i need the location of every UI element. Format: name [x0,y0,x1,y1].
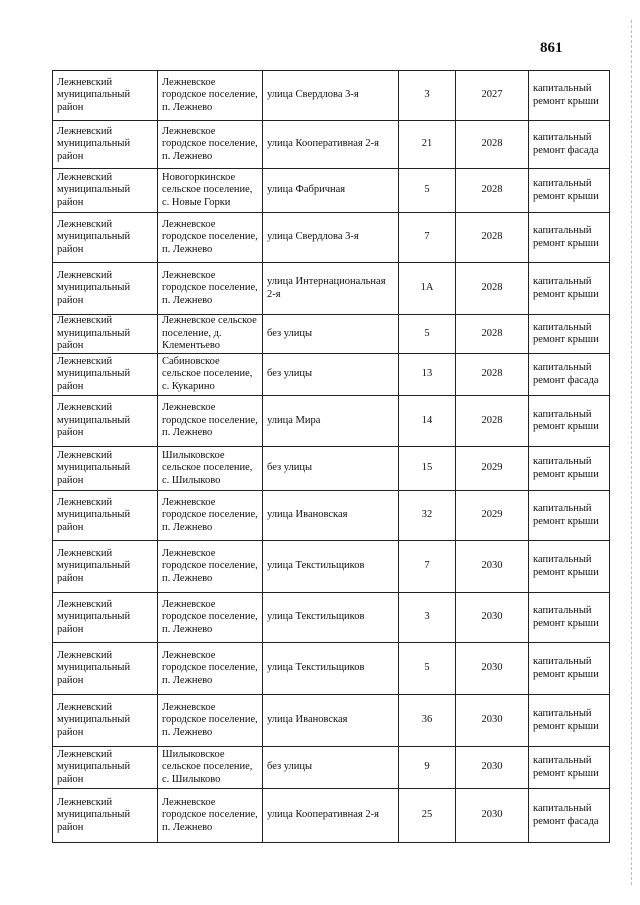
cell-street: без улицы [263,747,399,789]
cell-street: без улицы [263,315,399,354]
cell-district: Лежневский муниципальный район [53,71,158,121]
table-row [53,789,610,843]
cell-house: 13 [399,354,456,396]
table-row [53,263,610,315]
cell-street: улица Текстильщиков [263,541,399,593]
cell-settlement: Сабиновское сельское поселение, с. Кукарино [158,354,263,396]
cell-house: 21 [399,121,456,169]
cell-district: Лежневский муниципальный район [53,121,158,169]
table-row [53,695,610,747]
table-row [53,213,610,263]
cell-settlement: Лежневское городское поселение, п. Лежнево [158,71,263,121]
cell-house: 15 [399,447,456,491]
cell-work: капитальный ремонт фасада [529,789,610,843]
cell-settlement: Шилыковское сельское поселение, с. Шилыково [158,747,263,789]
cell-district: Лежневский муниципальный район [53,263,158,315]
cell-work: капитальный ремонт фасада [529,121,610,169]
cell-work: капитальный ремонт крыши [529,315,610,354]
cell-year: 2030 [456,643,529,695]
cell-district: Лежневский муниципальный район [53,213,158,263]
cell-street: улица Свердлова 3-я [263,213,399,263]
cell-year: 2029 [456,447,529,491]
cell-district: Лежневский муниципальный район [53,695,158,747]
cell-house: 3 [399,71,456,121]
cell-street: улица Кооперативная 2-я [263,789,399,843]
cell-year: 2029 [456,491,529,541]
cell-district: Лежневский муниципальный район [53,593,158,643]
cell-work: капитальный ремонт крыши [529,447,610,491]
cell-district: Лежневский муниципальный район [53,747,158,789]
cell-year: 2027 [456,71,529,121]
cell-street: без улицы [263,447,399,491]
cell-year: 2028 [456,396,529,447]
cell-house: 1А [399,263,456,315]
cell-house: 5 [399,315,456,354]
cell-work: капитальный ремонт крыши [529,213,610,263]
cell-district: Лежневский муниципальный район [53,354,158,396]
cell-house: 32 [399,491,456,541]
table-row [53,593,610,643]
cell-work: капитальный ремонт крыши [529,541,610,593]
cell-settlement: Лежневское городское поселение, п. Лежнево [158,121,263,169]
cell-district: Лежневский муниципальный район [53,447,158,491]
table-row [53,169,610,213]
table-row [53,747,610,789]
cell-street: улица Ивановская [263,491,399,541]
cell-year: 2028 [456,315,529,354]
cell-year: 2030 [456,593,529,643]
cell-work: капитальный ремонт крыши [529,71,610,121]
cell-street: улица Ивановская [263,695,399,747]
cell-work: капитальный ремонт крыши [529,491,610,541]
cell-work: капитальный ремонт фасада [529,354,610,396]
table-row [53,121,610,169]
cell-year: 2028 [456,169,529,213]
cell-street: без улицы [263,354,399,396]
cell-house: 3 [399,593,456,643]
cell-year: 2028 [456,263,529,315]
cell-settlement: Лежневское городское поселение, п. Лежнево [158,491,263,541]
cell-district: Лежневский муниципальный район [53,315,158,354]
cell-house: 9 [399,747,456,789]
cell-year: 2030 [456,541,529,593]
cell-house: 25 [399,789,456,843]
cell-settlement: Лежневское городское поселение, п. Лежнево [158,541,263,593]
cell-work: капитальный ремонт крыши [529,169,610,213]
cell-house: 5 [399,643,456,695]
cell-settlement: Лежневское городское поселение, п. Лежнево [158,593,263,643]
cell-work: капитальный ремонт крыши [529,643,610,695]
cell-year: 2030 [456,789,529,843]
cell-street: улица Текстильщиков [263,643,399,695]
cell-street: улица Фабричная [263,169,399,213]
cell-settlement: Лежневское городское поселение, п. Лежнево [158,213,263,263]
cell-house: 36 [399,695,456,747]
cell-house: 7 [399,541,456,593]
cell-work: капитальный ремонт крыши [529,593,610,643]
table-row [53,491,610,541]
table-row [53,396,610,447]
cell-district: Лежневский муниципальный район [53,643,158,695]
cell-settlement: Лежневское городское поселение, п. Лежнево [158,263,263,315]
cell-year: 2028 [456,213,529,263]
scan-edge [631,20,632,885]
cell-house: 14 [399,396,456,447]
cell-settlement: Шилыковское сельское поселение, с. Шилыково [158,447,263,491]
repair-schedule-table [52,70,610,843]
cell-street: улица Кооперативная 2-я [263,121,399,169]
table-row [53,643,610,695]
cell-settlement: Новогоркинское сельское поселение, с. Новые Горки [158,169,263,213]
table-row [53,315,610,354]
cell-street: улица Свердлова 3-я [263,71,399,121]
cell-district: Лежневский муниципальный район [53,491,158,541]
cell-work: капитальный ремонт крыши [529,747,610,789]
cell-house: 5 [399,169,456,213]
cell-street: улица Мира [263,396,399,447]
table-row [53,447,610,491]
cell-district: Лежневский муниципальный район [53,789,158,843]
cell-street: улица Текстильщиков [263,593,399,643]
cell-work: капитальный ремонт крыши [529,695,610,747]
cell-work: капитальный ремонт крыши [529,396,610,447]
cell-house: 7 [399,213,456,263]
cell-district: Лежневский муниципальный район [53,169,158,213]
page-number: 861 [540,40,563,56]
cell-year: 2030 [456,695,529,747]
cell-district: Лежневский муниципальный район [53,541,158,593]
cell-street: улица Интернациональная 2-я [263,263,399,315]
cell-year: 2028 [456,354,529,396]
cell-settlement: Лежневское городское поселение, п. Лежнево [158,789,263,843]
cell-settlement: Лежневское городское поселение, п. Лежнево [158,643,263,695]
table-row [53,541,610,593]
table-row [53,354,610,396]
cell-district: Лежневский муниципальный район [53,396,158,447]
cell-work: капитальный ремонт крыши [529,263,610,315]
cell-year: 2030 [456,747,529,789]
table-row [53,71,610,121]
cell-settlement: Лежневское городское поселение, п. Лежнево [158,695,263,747]
cell-year: 2028 [456,121,529,169]
cell-settlement: Лежневское сельское поселение, д. Клементьево [158,315,263,354]
cell-settlement: Лежневское городское поселение, п. Лежнево [158,396,263,447]
